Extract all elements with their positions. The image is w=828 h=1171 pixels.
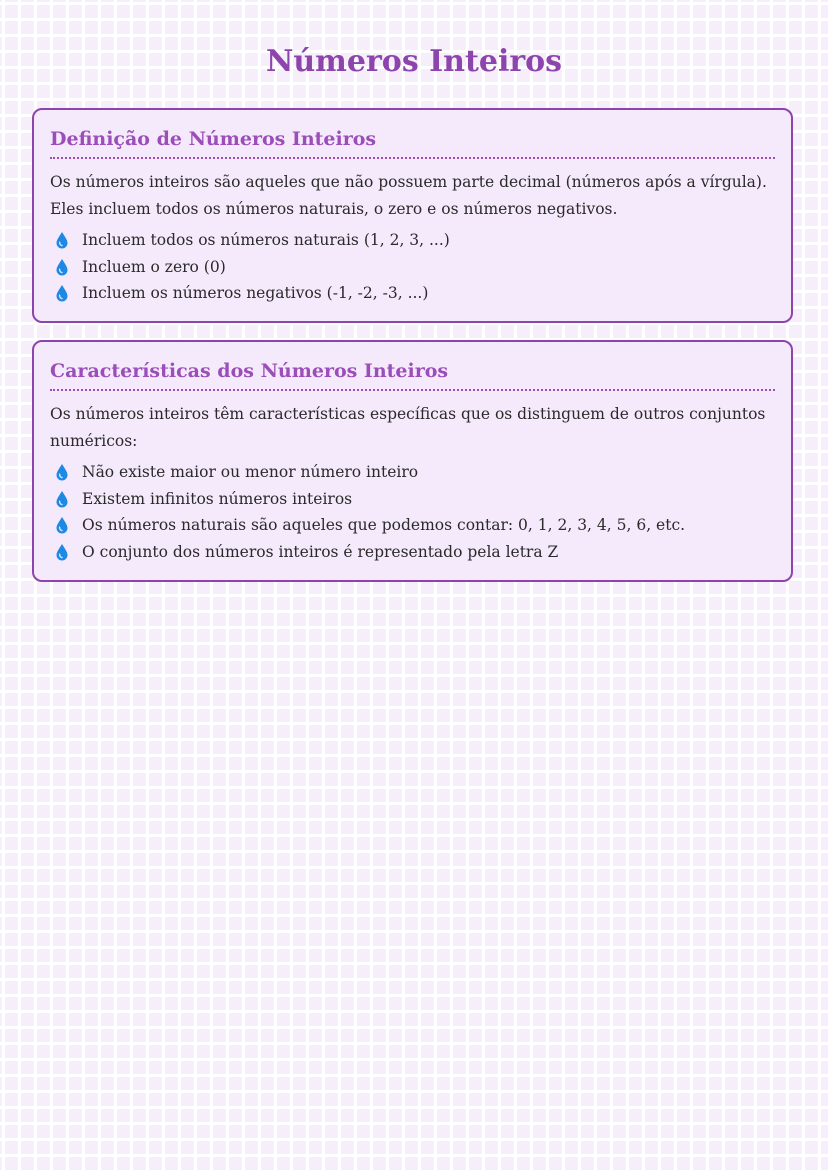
droplet-icon <box>52 283 72 303</box>
bullet-text: Não existe maior ou menor número inteiro <box>82 463 419 481</box>
page-title: Números Inteiros <box>265 44 563 79</box>
list-item <box>50 459 775 486</box>
list-item <box>50 227 775 254</box>
list-item <box>50 254 775 281</box>
droplet-icon <box>52 257 72 277</box>
bullet-list <box>50 227 775 307</box>
bullet-list <box>50 459 775 565</box>
section-intro: Os números inteiros têm características específicas que os distinguem de outros conjuntos numéricos: <box>50 405 766 450</box>
list-item <box>50 539 775 566</box>
list-item <box>50 280 775 307</box>
bullet-text: Os números naturais são aqueles que podemos contar: 0, 1, 2, 3, 4, 5, 6, etc. <box>82 516 686 534</box>
bullet-text: Incluem os números negativos (-1, -2, -3, ...) <box>82 284 429 302</box>
droplet-icon <box>52 462 72 482</box>
bullet-text: O conjunto dos números inteiros é representado pela letra Z <box>82 542 559 561</box>
bullet-text: Incluem todos os números naturais (1, 2, 3, ...) <box>82 231 450 249</box>
section-characteristics <box>32 340 793 582</box>
droplet-icon <box>52 515 72 535</box>
section-intro: Os números inteiros são aqueles que não possuem parte decimal (números após a vírgula). Eles incluem todos os números naturais, o zero e os números negativos. <box>50 173 767 218</box>
list-item <box>50 512 775 539</box>
droplet-icon <box>52 542 72 562</box>
bullet-text: Existem infinitos números inteiros <box>82 489 353 508</box>
list-item <box>50 486 775 513</box>
section-heading: Características dos Números Inteiros <box>50 356 775 391</box>
bullet-text: Incluem o zero (0) <box>82 257 226 276</box>
section-heading: Definição de Números Inteiros <box>50 124 775 159</box>
droplet-icon <box>52 230 72 250</box>
droplet-icon <box>52 489 72 509</box>
section-definition <box>32 108 793 323</box>
